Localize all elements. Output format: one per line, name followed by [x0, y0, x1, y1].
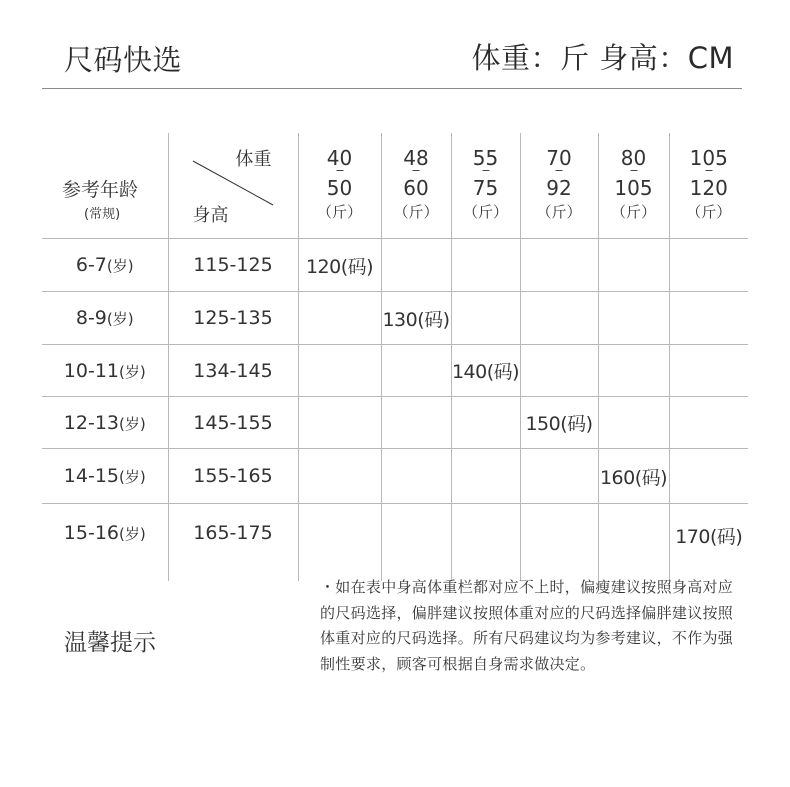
empty-cell [381, 449, 451, 504]
weight-col-header [520, 133, 598, 239]
units-note: 体重：斤 身高：CM [471, 41, 734, 75]
age-header-sub: (常规) [84, 207, 121, 222]
empty-cell [451, 397, 520, 449]
weight-col-header [381, 133, 451, 239]
title-divider [42, 88, 742, 89]
empty-cell [520, 345, 598, 397]
height-cell: 134-145 [168, 345, 298, 397]
empty-cell [451, 292, 520, 345]
table-row [42, 449, 748, 504]
empty-cell [598, 239, 669, 292]
weight-low: 55 [472, 146, 499, 170]
empty-cell [298, 449, 381, 504]
table-row [42, 397, 748, 449]
weight-low: 105 [689, 146, 728, 170]
empty-cell [520, 449, 598, 504]
empty-cell [598, 397, 669, 449]
weight-high: 105 [614, 176, 653, 200]
weight-unit: （斤） [536, 203, 582, 221]
empty-cell [451, 449, 520, 504]
size-cell: 130(码) [381, 292, 451, 345]
empty-cell [298, 397, 381, 449]
empty-cell [381, 504, 451, 581]
table-row [42, 292, 748, 345]
empty-cell [451, 504, 520, 581]
empty-cell [451, 239, 520, 292]
age-header: 参考年龄 [62, 179, 139, 201]
weight-col-header [298, 133, 381, 239]
header-row [42, 133, 748, 239]
empty-cell [298, 504, 381, 581]
tips-title: 温馨提示 [64, 630, 156, 656]
height-cell: 125-135 [168, 292, 298, 345]
empty-cell [520, 292, 598, 345]
weight-high: 120 [689, 176, 728, 200]
size-cell: 170(码) [675, 526, 743, 548]
empty-cell [669, 239, 748, 292]
table-row [42, 504, 748, 581]
weight-col-header [451, 133, 520, 239]
size-cell: 150(码) [520, 397, 598, 449]
size-chart-table [42, 133, 748, 581]
weight-low: 70 [546, 146, 572, 170]
weight-col-header [669, 133, 748, 239]
empty-cell [381, 239, 451, 292]
size-cell: 140(码) [451, 345, 520, 397]
diagonal-header-cell [168, 133, 298, 239]
height-cell: 115-125 [168, 239, 298, 292]
height-header: 身高 [192, 205, 229, 226]
empty-cell [298, 345, 381, 397]
empty-cell [669, 345, 748, 397]
weight-high: 75 [472, 176, 499, 200]
weight-high: 92 [546, 176, 572, 200]
empty-cell [669, 292, 748, 345]
page-title: 尺码快选 [64, 43, 183, 77]
empty-cell [298, 292, 381, 345]
empty-cell [598, 292, 669, 345]
empty-cell [598, 345, 669, 397]
tips-text: ・如在表中身高体重栏都对应不上时，偏瘦建议按照身高对应的尺码选择，偏胖建议按照体重对应的尺码选择偏胖建议按照体重对应的尺码选择。所有尺码建议均为参考建议，不作为强制性要求，顾客可根据自身需求做决定。 [320, 578, 734, 673]
empty-cell [520, 239, 598, 292]
empty-cell [520, 504, 598, 581]
diagonal-line [169, 133, 299, 228]
age-cell: 6-7(岁) [42, 239, 168, 292]
height-cell: 165-175 [168, 504, 298, 581]
weight-high: 50 [326, 176, 353, 200]
age-cell: 15-16(岁) [42, 504, 168, 581]
weight-unit: （斤） [393, 203, 439, 221]
weight-unit: （斤） [316, 203, 362, 221]
weight-unit: （斤） [686, 203, 732, 221]
weight-low: 40 [326, 146, 353, 170]
size-cell: 160(码) [598, 449, 669, 504]
empty-cell [669, 397, 748, 449]
height-cell: 145-155 [168, 397, 298, 449]
size-cell: 120(码) [298, 239, 381, 292]
weight-low: 80 [620, 146, 647, 170]
weight-header: 体重 [235, 149, 272, 170]
weight-unit: （斤） [462, 203, 508, 221]
age-cell: 14-15(岁) [42, 449, 168, 504]
empty-cell [381, 345, 451, 397]
empty-cell [598, 504, 669, 581]
table-row [42, 239, 748, 292]
weight-col-header [598, 133, 669, 239]
weight-low: 48 [403, 146, 429, 170]
age-cell: 12-13(岁) [42, 397, 168, 449]
weight-unit: （斤） [610, 203, 656, 221]
empty-cell [669, 449, 748, 504]
height-cell: 155-165 [168, 449, 298, 504]
weight-high: 60 [403, 176, 429, 200]
empty-cell [381, 397, 451, 449]
age-cell: 8-9(岁) [42, 292, 168, 345]
table-row [42, 345, 748, 397]
age-header-cell [42, 133, 168, 239]
age-cell: 10-11(岁) [42, 345, 168, 397]
